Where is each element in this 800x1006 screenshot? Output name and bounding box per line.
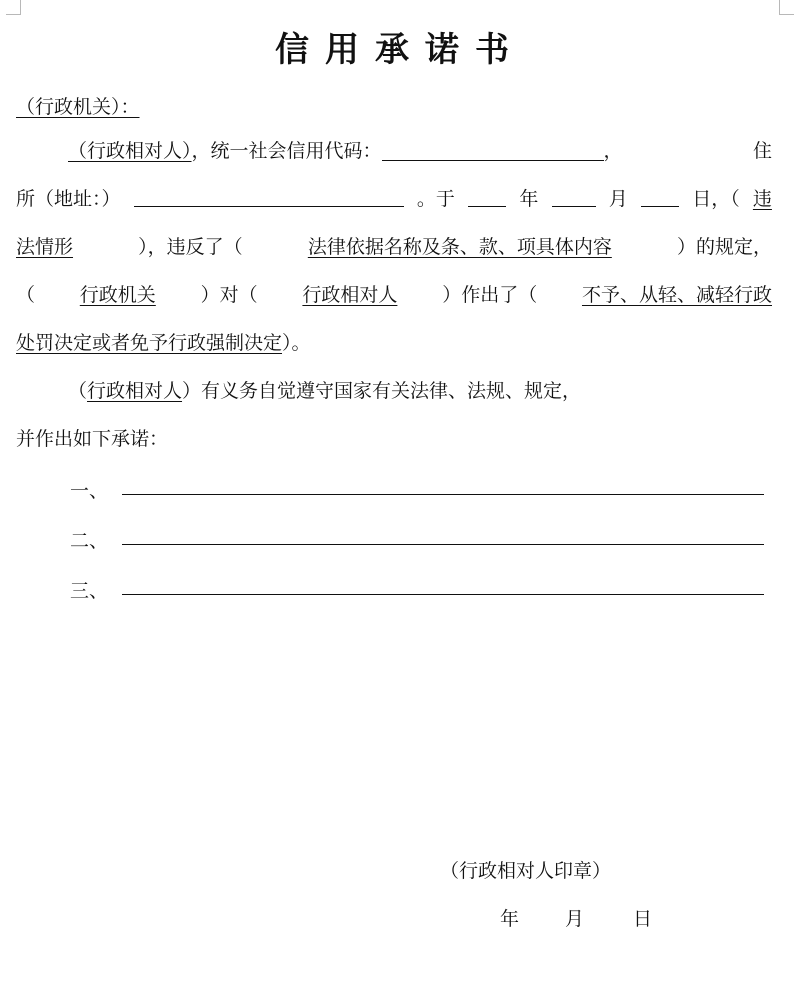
p2-text-b: 并作出如下承诺：: [16, 428, 169, 450]
p1-line-1-left: [16, 138, 623, 164]
signature-date-month: 月: [565, 908, 585, 930]
illegal-situation-part-a: 违: [752, 188, 772, 210]
addressee-text: （行政机关）：: [16, 96, 140, 118]
guiding-text: ）的规定，: [676, 236, 772, 258]
dui-text: ）对（: [200, 284, 258, 306]
legal-basis-placeholder: 法律依据名称及条、款、项具体内容: [307, 236, 612, 258]
p2-open-paren: （: [68, 380, 88, 402]
open-paren: （: [16, 284, 36, 306]
address-label: 所（地址：）: [16, 188, 121, 210]
month-blank: [552, 186, 596, 207]
addressee: [16, 94, 140, 120]
year-text: 年: [519, 188, 539, 210]
document-title: 信用承诺书: [275, 30, 525, 70]
year-blank: [468, 186, 506, 207]
zuochu-text: ）作出了（: [442, 284, 538, 306]
page-corner-mark-left: [6, 0, 21, 15]
commitment-item-label-1: 一、: [70, 480, 109, 502]
commitment-item-label-3: 三、: [70, 580, 109, 602]
month-text: 月: [608, 188, 628, 210]
address-blank: [134, 186, 404, 207]
day-blank: [641, 186, 679, 207]
commitment-item-label-2: 二、: [70, 530, 109, 552]
credit-code-label: ，统一社会信用代码：: [191, 140, 382, 162]
decision-placeholder-part-a: 不予、从轻、减轻行政: [581, 284, 772, 306]
p1-end-text: ）。: [282, 332, 311, 354]
party-placeholder-2: 行政相对人: [302, 284, 398, 306]
p1-line-3: [16, 234, 772, 260]
p2-text-a: ）有义务自觉遵守国家有关法律、法规、规定，: [182, 380, 582, 402]
weifan-text: ），违反了（: [138, 236, 243, 258]
decision-placeholder-part-b: 处罚决定或者免予行政强制决定: [16, 332, 283, 354]
zhu-text: 住: [752, 140, 772, 162]
signature-date-year: 年: [500, 908, 520, 930]
credit-code-blank: [382, 140, 604, 161]
yu-text: 。于: [416, 188, 455, 210]
agency-placeholder: 行政机关: [79, 284, 156, 306]
p1-line-2: [16, 186, 772, 212]
commitment-item-blank-3: [122, 594, 764, 595]
illegal-situation-part-b: 法情形: [16, 236, 74, 258]
commitment-item-blank-2: [122, 544, 764, 545]
party-placeholder: （行政相对人）: [68, 140, 192, 162]
p2-line-2: [16, 426, 168, 452]
page-corner-mark-right: [779, 0, 794, 15]
p2-party-placeholder: 行政相对人: [87, 380, 183, 402]
seal-label: （行政相对人印章）: [440, 860, 612, 882]
p1-line-5: [16, 330, 311, 356]
day-text: 日，（: [692, 188, 740, 210]
commitment-item-blank-1: [122, 494, 764, 495]
p2-line-1: [68, 378, 581, 404]
p1-line-1: [16, 138, 772, 164]
comma-text: ，: [603, 140, 623, 162]
signature-date-day: 日: [633, 908, 653, 930]
p1-line-4: [16, 282, 772, 308]
